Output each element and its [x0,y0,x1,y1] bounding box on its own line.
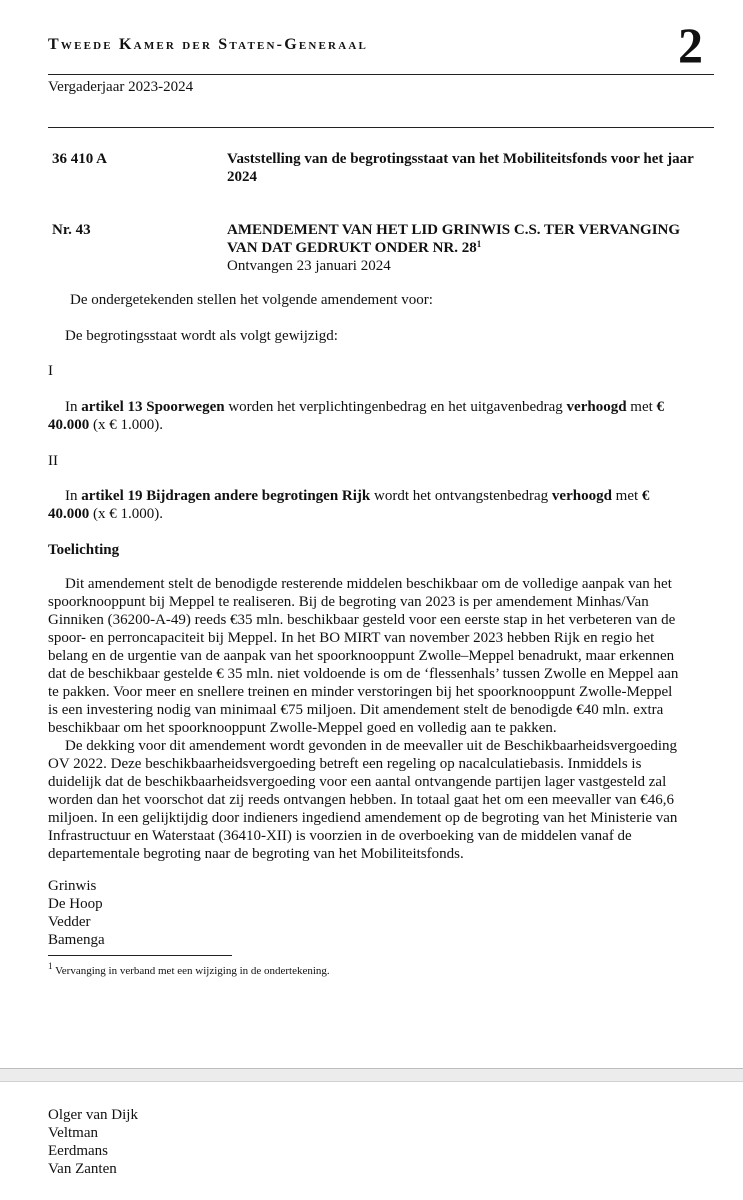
section-2-numeral: II [48,453,58,469]
header-rule-2 [48,127,714,128]
signatory: Veltman [48,1125,98,1141]
page-break [0,1068,743,1082]
header-rule [48,74,714,75]
document-title-text: AMENDEMENT VAN HET LID GRINWIS C.S. TER VERVANGING VAN DAT GEDRUKT ONDER NR. 28 [227,222,681,256]
footnote-marker: 1 [48,961,53,971]
signatories [48,877,105,949]
amount: € 40.000 [48,399,665,433]
increase-label: verhoogd [551,488,612,504]
document-title [227,221,707,257]
section-2-part: (x € 1.000). [89,506,163,522]
section-1-numeral: I [48,363,53,379]
section-1-part: met [626,399,657,415]
section-1-part: (x € 1.000). [89,417,163,433]
signatory: Van Zanten [48,1161,117,1177]
signatory: Vedder [48,914,91,930]
signatory: Olger van Dijk [48,1107,138,1123]
explanation-paragraph-2: De dekking voor dit amendement wordt gevonden in de meevaller uit de Beschikbaarheidsvergoeding OV 2022. Deze beschikbaarheidsvergoeding betreft een regeling op nacalculatiebasis. Inmiddels is duidelijk dat de beschikbaarheidsvergoeding voor een aantal ontvangende partijen lager vastgesteld zal worden dan het voorschot dat zij reeds ontvangen hebben. In totaal gaat het om een meevaller van €46,6 miljoen. In een gelijktijdig door indieners ingediend amendement op de begroting van het Ministerie van Infrastructuur en Waterstaat (36410-XII) is voorzien in de overboeking van de middelen vanaf de departementale begroting naar de begroting van het Mobiliteitsfonds. [48,738,678,862]
signatory: De Hoop [48,896,103,912]
signatory: Grinwis [48,878,97,894]
section-2-part: In [65,488,82,504]
section-2-text [48,487,670,523]
section-1-part: worden het verplichtingenbedrag en het uitgavenbedrag [224,399,567,415]
intro-text: De ondergetekenden stellen het volgende amendement voor: [70,292,433,308]
article-19: artikel 19 Bijdragen andere begrotingen Rijk [81,488,371,504]
article-13: artikel 13 Spoorwegen [81,399,225,415]
signatories-continued [48,1106,138,1178]
intro-text-2: De begrotingsstaat wordt als volgt gewijzigd: [65,328,338,344]
document-heading [227,221,707,275]
session-year: Vergaderjaar 2023-2024 [48,79,194,95]
dossier-number: 36 410 A [52,151,108,167]
received-date: Ontvangen 23 januari 2024 [227,258,391,274]
dossier-title: Vaststelling van de begrotingsstaat van het Mobiliteitsfonds voor het jaar 2024 [227,151,694,185]
footnote-text: Vervanging in verband met een wijziging in de ondertekening. [55,965,330,977]
signatory: Bamenga [48,932,105,948]
section-1-text [48,398,670,434]
document-number: Nr. 43 [52,222,91,238]
page-number: 2 [678,17,703,73]
footnote-ref: 1 [476,239,482,249]
section-2-part: met [611,488,642,504]
explanation-heading: Toelichting [48,542,120,558]
amount: € 40.000 [48,488,650,522]
footnote [48,961,688,978]
signatory: Eerdmans [48,1143,108,1159]
footnote-rule [48,955,232,956]
section-2-part: wordt het ontvangstenbedrag [370,488,552,504]
explanation-paragraph-1: Dit amendement stelt de benodigde resterende middelen beschikbaar om de volledige aanpak van het spoorknooppunt bij Meppel te realiseren. Bij de begroting van 2023 is per amendement Minhas/Van Ginniken (36200-A-49) reeds €35 mln. beschikbaar gesteld voor een eerste stap in het verbeteren van de spoor- en perroncapaciteit bij Meppel. In het BO MIRT van november 2023 hebben Rijk en regio het belang en de urgentie van de aanpak van het spoorknooppunt Zwolle–Meppel benadrukt, maar erkennen dat de beschikbaar gestelde € 35 mln. niet voldoende is om de ‘flessenhals’ tussen Zwolle en Meppel aan te pakken. Voor meer en snellere treinen en minder verstoringen bij het spoorknooppunt Zwolle-Meppel is een investering nodig van minimaal €75 miljoen. Dit amendement stelt de benodigde €40 mln. extra beschikbaar om het spoorknooppunt Zwolle-Meppel goed en volledig aan te pakken. [48,576,679,736]
chamber-title: Tweede Kamer der Staten-Generaal [48,36,369,53]
section-1-part: In [65,399,82,415]
increase-label: verhoogd [566,399,627,415]
